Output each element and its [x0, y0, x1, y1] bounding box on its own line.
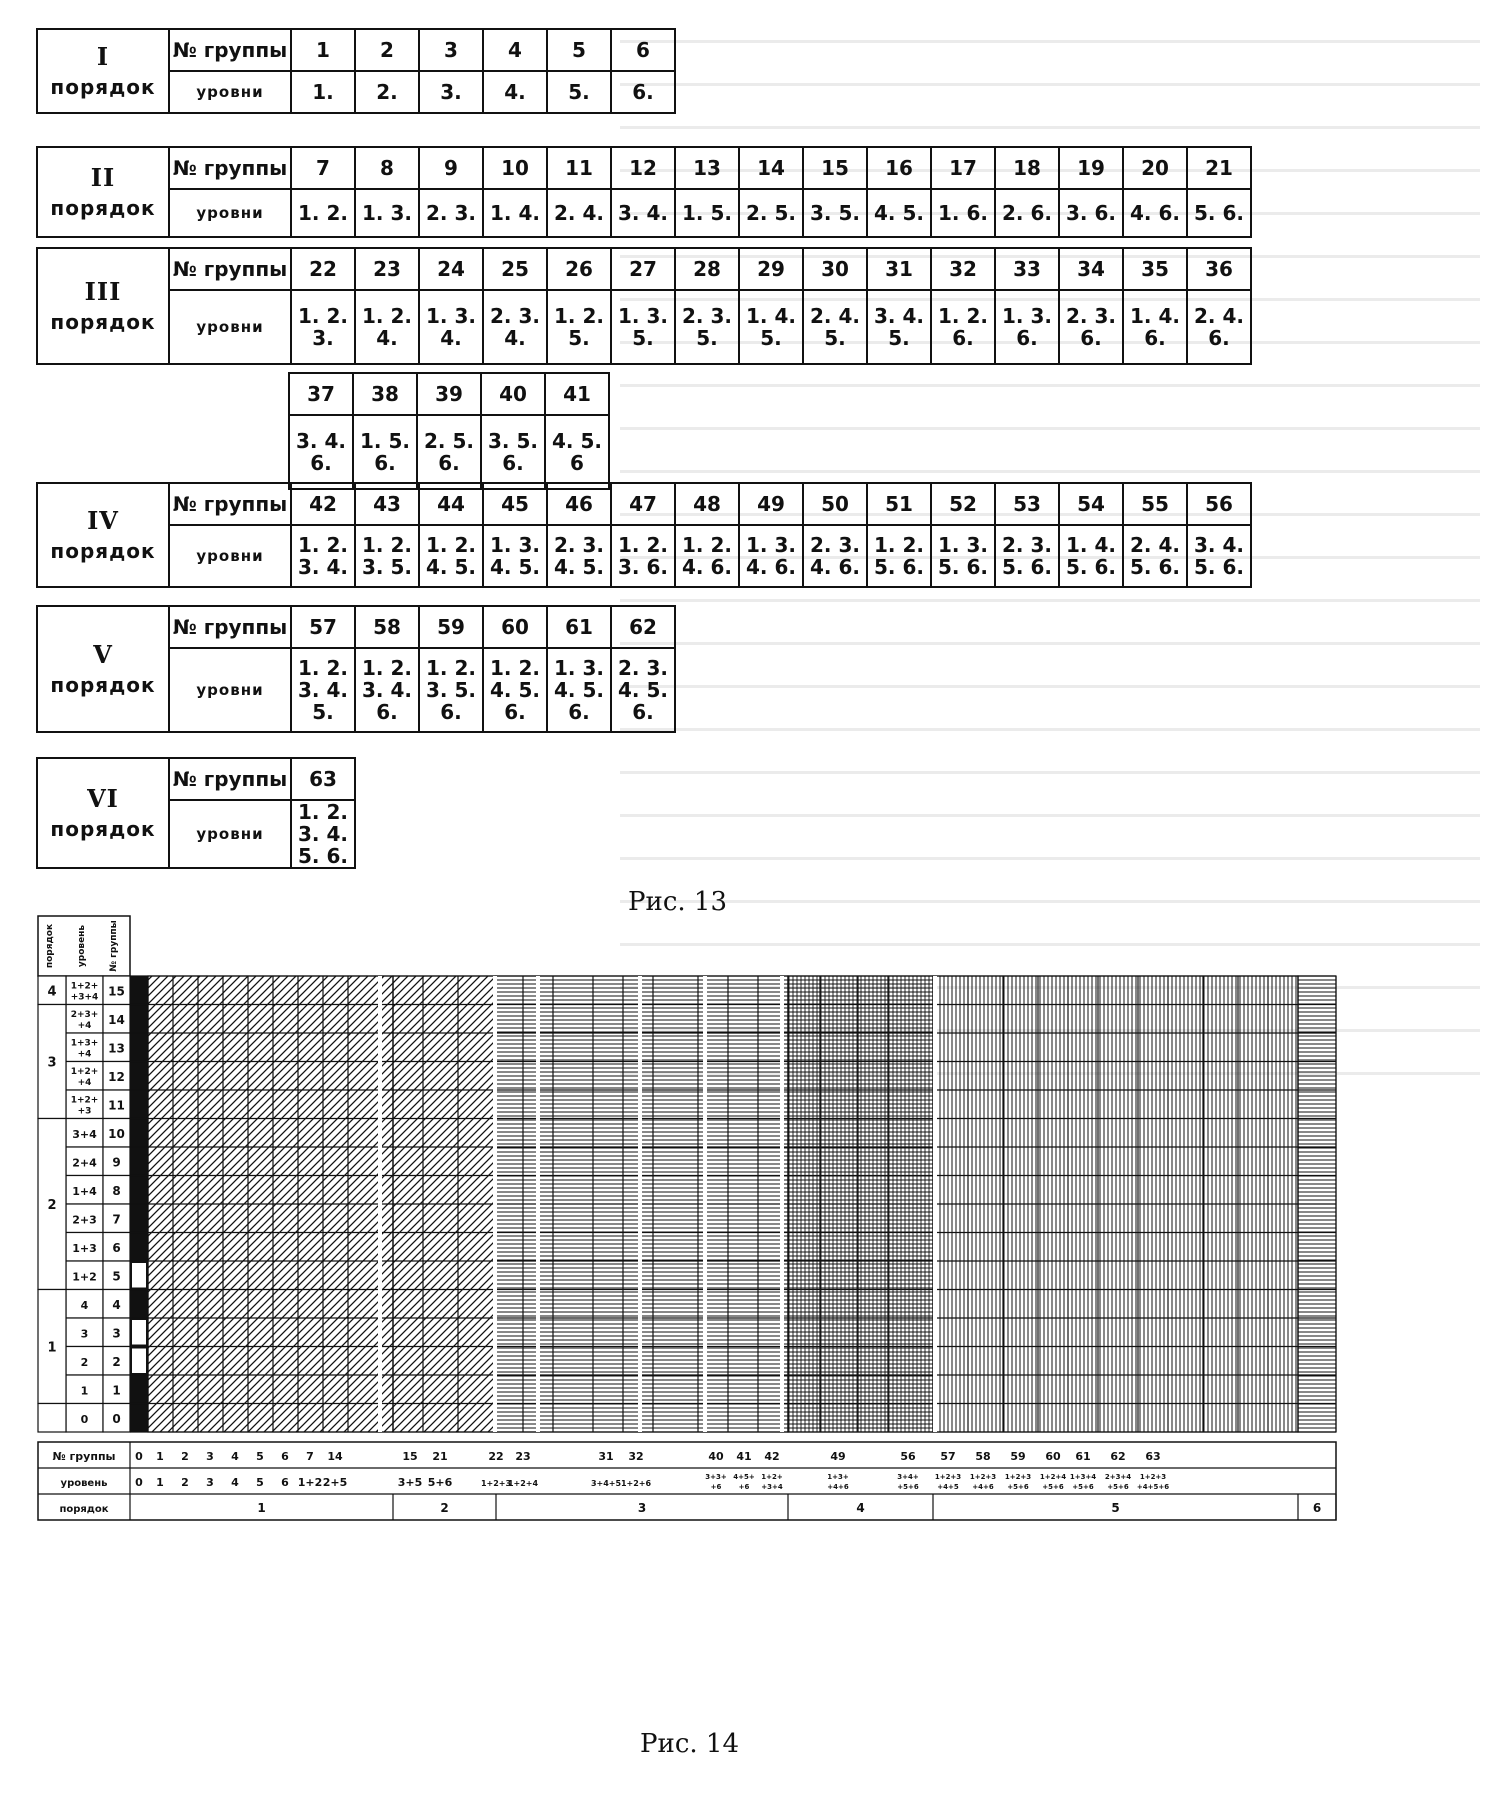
col-level-label: 3+4+5 [590, 1479, 622, 1488]
group-number: 55 [1123, 483, 1187, 525]
group-number: 50 [803, 483, 867, 525]
col-level-label: 4 [231, 1476, 239, 1489]
row-group-label: 13 [108, 1041, 125, 1056]
group-number: 31 [867, 248, 931, 290]
row-level-label: 1+3+ [70, 1038, 99, 1049]
group-number: 15 [803, 147, 867, 189]
col-level-label: 4+5+ [733, 1473, 755, 1481]
group-number: 56 [1187, 483, 1251, 525]
col-level-label: 1+2+3 [1004, 1473, 1032, 1481]
level-combo: 2. 4. 5. [803, 290, 867, 364]
group-number: 10 [483, 147, 547, 189]
col-level-label: +4+5 [937, 1483, 959, 1491]
order-word: порядок [50, 673, 156, 698]
row-level-label: 2 [80, 1355, 89, 1369]
level-combo: 1. 3. 4. 5. 6. [547, 648, 611, 732]
col-group-label: 62 [1110, 1450, 1126, 1463]
order-numeral: III [84, 276, 122, 306]
group-number: 37 [289, 373, 353, 415]
blank-cell [132, 1349, 146, 1374]
col-group-label: 7 [306, 1450, 314, 1463]
group-number: 45 [483, 483, 547, 525]
order-cell [37, 147, 169, 237]
group-label: № группы [169, 147, 291, 189]
row-level-label: 2+3 [72, 1213, 97, 1227]
level-combo: 6. [611, 71, 675, 113]
level-combo: 1. 2. 3. 5. 6. [419, 648, 483, 732]
level-combo: 4. 6. [1123, 189, 1187, 237]
level-combo: 1. 3. [355, 189, 419, 237]
order-word: порядок [50, 75, 156, 100]
group-label: № группы [169, 483, 291, 525]
level-combo: 3. 4. 6. [289, 415, 353, 489]
col-group-label: 56 [900, 1450, 916, 1463]
col-order-label: 1 [257, 1501, 266, 1515]
col-order-label: 4 [856, 1501, 865, 1515]
group-number: 43 [355, 483, 419, 525]
level-combo: 2. 3. 4. 5. 6. [611, 648, 675, 732]
group-number: 41 [545, 373, 609, 415]
level-combo: 2. [355, 71, 419, 113]
col-level-label: 6 [281, 1476, 289, 1489]
col-level-label: 1+2 [297, 1476, 323, 1489]
row-level-label: +3+4 [70, 992, 99, 1003]
level-combo: 1. 4. 5. [739, 290, 803, 364]
group-number: 58 [355, 606, 419, 648]
levels-label: уровни [169, 648, 291, 732]
levels-label: уровни [169, 71, 291, 113]
group-number: 53 [995, 483, 1059, 525]
col-level-label: +5+6 [1007, 1483, 1029, 1491]
group-number: 3 [419, 29, 483, 71]
col-group-label: 14 [327, 1450, 343, 1463]
col-group-label: 59 [1010, 1450, 1026, 1463]
order-word: порядок [50, 539, 156, 564]
row-level-label: +3 [77, 1106, 92, 1117]
level-combo: 4. 5. 6 [545, 415, 609, 489]
group-number: 51 [867, 483, 931, 525]
order-word: порядок [50, 817, 156, 842]
group-number: 59 [419, 606, 483, 648]
col-group-label: 4 [231, 1450, 239, 1463]
order-cell [37, 29, 169, 113]
group-number: 16 [867, 147, 931, 189]
level-combo: 2. 3. 4. [483, 290, 547, 364]
blank-cell [132, 1263, 146, 1288]
col-group-label: 2 [181, 1450, 189, 1463]
group-number: 63 [291, 758, 355, 800]
group-number: 19 [1059, 147, 1123, 189]
row-group-label: 7 [112, 1212, 121, 1227]
row-order-label: 1 [47, 1340, 57, 1356]
row-level-label: 1+4 [72, 1184, 97, 1198]
col-level-label: 3+4+ [897, 1473, 919, 1481]
row-group-label: 11 [108, 1098, 125, 1113]
col-level-label: 1+2+3 [969, 1473, 997, 1481]
col-order-label: 2 [440, 1501, 449, 1515]
group-number: 9 [419, 147, 483, 189]
row-level-label: 1+2+ [70, 1095, 99, 1106]
row-group-label: 15 [108, 984, 125, 999]
group-number: 39 [417, 373, 481, 415]
order-cell [37, 606, 169, 732]
col-group-label: 6 [281, 1450, 289, 1463]
level-combo: 2. 3. 5. [675, 290, 739, 364]
header-group-label: № группы [109, 920, 119, 972]
level-combo: 1. 2. 3. [291, 290, 355, 364]
group-number: 28 [675, 248, 739, 290]
row-group-label: 0 [112, 1411, 121, 1426]
row-level-label: 2+3+ [70, 1009, 99, 1020]
level-combo: 1. 4. [483, 189, 547, 237]
group-label: № группы [169, 29, 291, 71]
group-number: 13 [675, 147, 739, 189]
level-combo: 1. 3. 5. 6. [931, 525, 995, 587]
level-combo: 1. 2. 5. [547, 290, 611, 364]
group-number: 1 [291, 29, 355, 71]
col-level-label: +3+4 [761, 1483, 783, 1491]
group-number: 17 [931, 147, 995, 189]
group-number: 47 [611, 483, 675, 525]
col-level-label: 1+2+3 [934, 1473, 962, 1481]
row-order-label: 2 [47, 1198, 57, 1213]
level-combo: 1. 3. 4. [419, 290, 483, 364]
group-number: 11 [547, 147, 611, 189]
col-level-label: 1+2+4 [507, 1479, 539, 1488]
group-number: 35 [1123, 248, 1187, 290]
col-level-label: 3+5 [397, 1476, 423, 1489]
group-number: 62 [611, 606, 675, 648]
col-group-label: 0 [135, 1450, 143, 1463]
row-group-label: 9 [112, 1155, 121, 1170]
group-number: 5 [547, 29, 611, 71]
col-level-label: 5+6 [427, 1476, 453, 1489]
break-gap [493, 976, 497, 1432]
level-combo: 1. 3. 6. [995, 290, 1059, 364]
col-order-label: 6 [1312, 1501, 1322, 1515]
row-group-label: 14 [108, 1012, 125, 1027]
group-number: 7 [291, 147, 355, 189]
col-group-label: 15 [402, 1450, 418, 1463]
order-cell [37, 248, 169, 364]
col-level-label: 2+5 [322, 1476, 348, 1489]
col-level-label: 2 [181, 1476, 189, 1489]
level-combo: 1. 6. [931, 189, 995, 237]
group-number: 23 [355, 248, 419, 290]
level-combo: 1. 4. 5. 6. [1059, 525, 1123, 587]
col-level-label: 1+2+3 [480, 1479, 512, 1488]
group-number: 6 [611, 29, 675, 71]
col-level-label: +6 [710, 1483, 722, 1491]
group-number: 26 [547, 248, 611, 290]
break-gap [780, 976, 784, 1432]
col-level-label: +4+5+6 [1136, 1483, 1170, 1491]
level-combo: 2. 3. 4. 5. [547, 525, 611, 587]
level-combo: 5. 6. [1187, 189, 1251, 237]
col-group-label: 22 [488, 1450, 504, 1463]
group-number: 12 [611, 147, 675, 189]
level-combo: 2. 3. 5. 6. [995, 525, 1059, 587]
col-group-label: 5 [256, 1450, 264, 1463]
col-level-label: 1+2+4 [1039, 1473, 1067, 1481]
row-group-label: 2 [112, 1354, 121, 1369]
group-number: 29 [739, 248, 803, 290]
col-group-label: 60 [1045, 1450, 1061, 1463]
level-combo: 3. 5. [803, 189, 867, 237]
break-gap [536, 976, 540, 1432]
group-number: 4 [483, 29, 547, 71]
group-number: 2 [355, 29, 419, 71]
row-group-label: 5 [112, 1269, 121, 1284]
figure-13-caption: Рис. 13 [628, 887, 727, 917]
group-number: 57 [291, 606, 355, 648]
group-number: 60 [483, 606, 547, 648]
level-combo: 4. 5. [867, 189, 931, 237]
row-level-label: 1+2 [72, 1270, 97, 1284]
group-label: № группы [169, 248, 291, 290]
col-order-label: 3 [637, 1501, 647, 1515]
row-group-label: 12 [108, 1069, 125, 1084]
col-level-label: 1+3+ [827, 1473, 849, 1481]
col-group-label: 1 [156, 1450, 164, 1463]
group-number: 24 [419, 248, 483, 290]
order-cell [37, 483, 169, 587]
levels-label: уровни [169, 525, 291, 587]
col-group-label: 57 [940, 1450, 956, 1463]
col-level-label: +6 [738, 1483, 750, 1491]
col-group-label: 40 [708, 1450, 724, 1463]
figure-14-caption: Рис. 14 [640, 1729, 739, 1759]
order-table-V [36, 605, 676, 733]
level-combo: 2. 5. [739, 189, 803, 237]
order-table-VI [36, 757, 356, 869]
level-combo: 1. 2. 5. 6. [867, 525, 931, 587]
col-group-label: 3 [206, 1450, 214, 1463]
level-combo: 4. [483, 71, 547, 113]
col-level-label: 1+3+4 [1069, 1473, 1097, 1481]
header-level-label: уровень [77, 924, 87, 968]
row-order-label: 3 [47, 1055, 57, 1071]
row-order-cell [38, 1404, 66, 1433]
level-combo: 1. 3. 5. [611, 290, 675, 364]
level-combo: 3. 4. [611, 189, 675, 237]
level-combo: 2. 5. 6. [417, 415, 481, 489]
group-number: 38 [353, 373, 417, 415]
bottom-order-label: порядок [59, 1504, 109, 1515]
level-combo: 1. 2. 3. 4. 6. [355, 648, 419, 732]
order-table-III-continued [288, 372, 610, 490]
level-combo: 1. 2. 4. 5. 6. [483, 648, 547, 732]
group-number: 30 [803, 248, 867, 290]
level-combo: 1. 5. 6. [353, 415, 417, 489]
level-combo: 3. 5. 6. [481, 415, 545, 489]
level-combo: 1. 2. 4. 5. [419, 525, 483, 587]
col-level-label: 1+2+6 [620, 1479, 652, 1488]
levels-label: уровни [169, 290, 291, 364]
header-order-label: порядок [45, 923, 55, 969]
level-combo: 2. 3. 4. 6. [803, 525, 867, 587]
level-combo: 1. 2. 3. 4. 5. 6. [291, 800, 355, 868]
row-group-label: 4 [112, 1297, 121, 1312]
level-combo: 1. 2. 4. 6. [675, 525, 739, 587]
col-level-label: 3+3+ [705, 1473, 727, 1481]
break-gap [703, 976, 707, 1432]
order-table-II [36, 146, 1252, 238]
order-word: порядок [50, 310, 156, 335]
level-combo: 1. 2. 6. [931, 290, 995, 364]
bottom-group-label: № группы [52, 1450, 116, 1463]
level-combo: 3. 4. 5. [867, 290, 931, 364]
level-combo: 1. 5. [675, 189, 739, 237]
col-group-label: 41 [736, 1450, 752, 1463]
group-number: 27 [611, 248, 675, 290]
level-combo: 3. [419, 71, 483, 113]
order-cell [37, 758, 169, 868]
order-table-IV [36, 482, 1252, 588]
group-number: 42 [291, 483, 355, 525]
row-level-label: 0 [80, 1412, 89, 1426]
col-level-label: +4+6 [827, 1483, 849, 1491]
levels-label: уровни [169, 800, 291, 868]
break-gap [378, 976, 382, 1432]
group-number: 44 [419, 483, 483, 525]
group-number: 52 [931, 483, 995, 525]
order-word: порядок [50, 196, 156, 221]
group-number: 14 [739, 147, 803, 189]
col-level-label: 0 [135, 1476, 143, 1489]
group-number: 48 [675, 483, 739, 525]
order-numeral: V [93, 639, 113, 669]
row-group-label: 10 [108, 1126, 125, 1141]
level-combo: 1. 2. 3. 4. 5. [291, 648, 355, 732]
col-group-label: 21 [432, 1450, 448, 1463]
level-combo: 1. 4. 6. [1123, 290, 1187, 364]
group-number: 8 [355, 147, 419, 189]
col-level-label: +5+6 [1072, 1483, 1094, 1491]
level-combo: 1. 3. 4. 5. [483, 525, 547, 587]
col-group-label: 49 [830, 1450, 846, 1463]
order-table-III [36, 247, 1252, 365]
bottom-level-label: уровень [60, 1478, 108, 1489]
col-level-label: 1+2+ [761, 1473, 783, 1481]
blank-cell [132, 1320, 146, 1345]
level-combo: 2. 6. [995, 189, 1059, 237]
row-level-label: 1+3 [72, 1241, 97, 1255]
row-group-label: 6 [112, 1240, 121, 1255]
group-number: 22 [291, 248, 355, 290]
col-level-label: 1+2+3 [1139, 1473, 1167, 1481]
col-level-label: 3 [206, 1476, 214, 1489]
row-order-label: 4 [47, 984, 57, 1000]
col-group-label: 58 [975, 1450, 991, 1463]
col-level-label: +5+6 [897, 1483, 919, 1491]
level-combo: 1. 2. 3. 6. [611, 525, 675, 587]
col-group-label: 32 [628, 1450, 644, 1463]
group-number: 32 [931, 248, 995, 290]
figure-14-chart [38, 920, 1338, 1680]
row-level-label: 1+2+ [70, 981, 99, 992]
col-level-label: 5 [256, 1476, 264, 1489]
level-combo: 3. 6. [1059, 189, 1123, 237]
col-level-label: 2+3+4 [1104, 1473, 1132, 1481]
col-group-label: 63 [1145, 1450, 1161, 1463]
row-group-label: 8 [112, 1183, 121, 1198]
group-number: 21 [1187, 147, 1251, 189]
level-combo: 1. 2. 3. 5. [355, 525, 419, 587]
order-numeral: I [96, 41, 110, 71]
level-combo: 2. 3. [419, 189, 483, 237]
level-combo: 2. 4. [547, 189, 611, 237]
order-table-I [36, 28, 676, 114]
row-level-label: 1+2+ [70, 1066, 99, 1077]
break-gap [933, 976, 937, 1432]
group-number: 25 [483, 248, 547, 290]
row-level-label: 3+4 [72, 1127, 97, 1141]
row-level-label: 2+4 [72, 1156, 97, 1170]
break-gap [638, 976, 642, 1432]
group-number: 36 [1187, 248, 1251, 290]
level-combo: 1. 2. [291, 189, 355, 237]
row-group-label: 1 [112, 1383, 121, 1398]
level-combo: 5. [547, 71, 611, 113]
level-combo: 3. 4. 5. 6. [1187, 525, 1251, 587]
group-label: № группы [169, 606, 291, 648]
level-combo: 2. 4. 5. 6. [1123, 525, 1187, 587]
level-combo: 2. 3. 6. [1059, 290, 1123, 364]
group-number: 49 [739, 483, 803, 525]
col-group-label: 42 [764, 1450, 780, 1463]
col-level-label: +5+6 [1107, 1483, 1129, 1491]
group-number: 40 [481, 373, 545, 415]
order-numeral: IV [87, 505, 119, 535]
group-number: 33 [995, 248, 1059, 290]
order-numeral: II [90, 162, 116, 192]
row-level-label: 3 [80, 1327, 89, 1341]
group-number: 46 [547, 483, 611, 525]
row-level-label: +4 [77, 1049, 92, 1060]
col-group-label: 23 [515, 1450, 531, 1463]
order-numeral: VI [87, 783, 119, 813]
level-combo: 2. 4. 6. [1187, 290, 1251, 364]
group-label: № группы [169, 758, 291, 800]
group-number: 61 [547, 606, 611, 648]
col-group-label: 31 [598, 1450, 614, 1463]
level-combo: 1. 2. 3. 4. [291, 525, 355, 587]
row-group-label: 3 [112, 1326, 121, 1341]
col-level-label: +5+6 [1042, 1483, 1064, 1491]
level-combo: 1. 3. 4. 6. [739, 525, 803, 587]
levels-label: уровни [169, 189, 291, 237]
level-combo: 1. 2. 4. [355, 290, 419, 364]
col-level-label: +4+6 [972, 1483, 994, 1491]
group-number: 34 [1059, 248, 1123, 290]
col-group-label: 61 [1075, 1450, 1091, 1463]
group-number: 18 [995, 147, 1059, 189]
row-level-label: +4 [77, 1020, 92, 1031]
group-number: 54 [1059, 483, 1123, 525]
row-level-label: 1 [80, 1384, 89, 1398]
group-number: 20 [1123, 147, 1187, 189]
row-level-label: 4 [80, 1298, 89, 1312]
level-combo: 1. [291, 71, 355, 113]
col-order-label: 5 [1111, 1501, 1120, 1515]
row-level-label: +4 [77, 1077, 92, 1088]
col-level-label: 1 [156, 1476, 164, 1489]
